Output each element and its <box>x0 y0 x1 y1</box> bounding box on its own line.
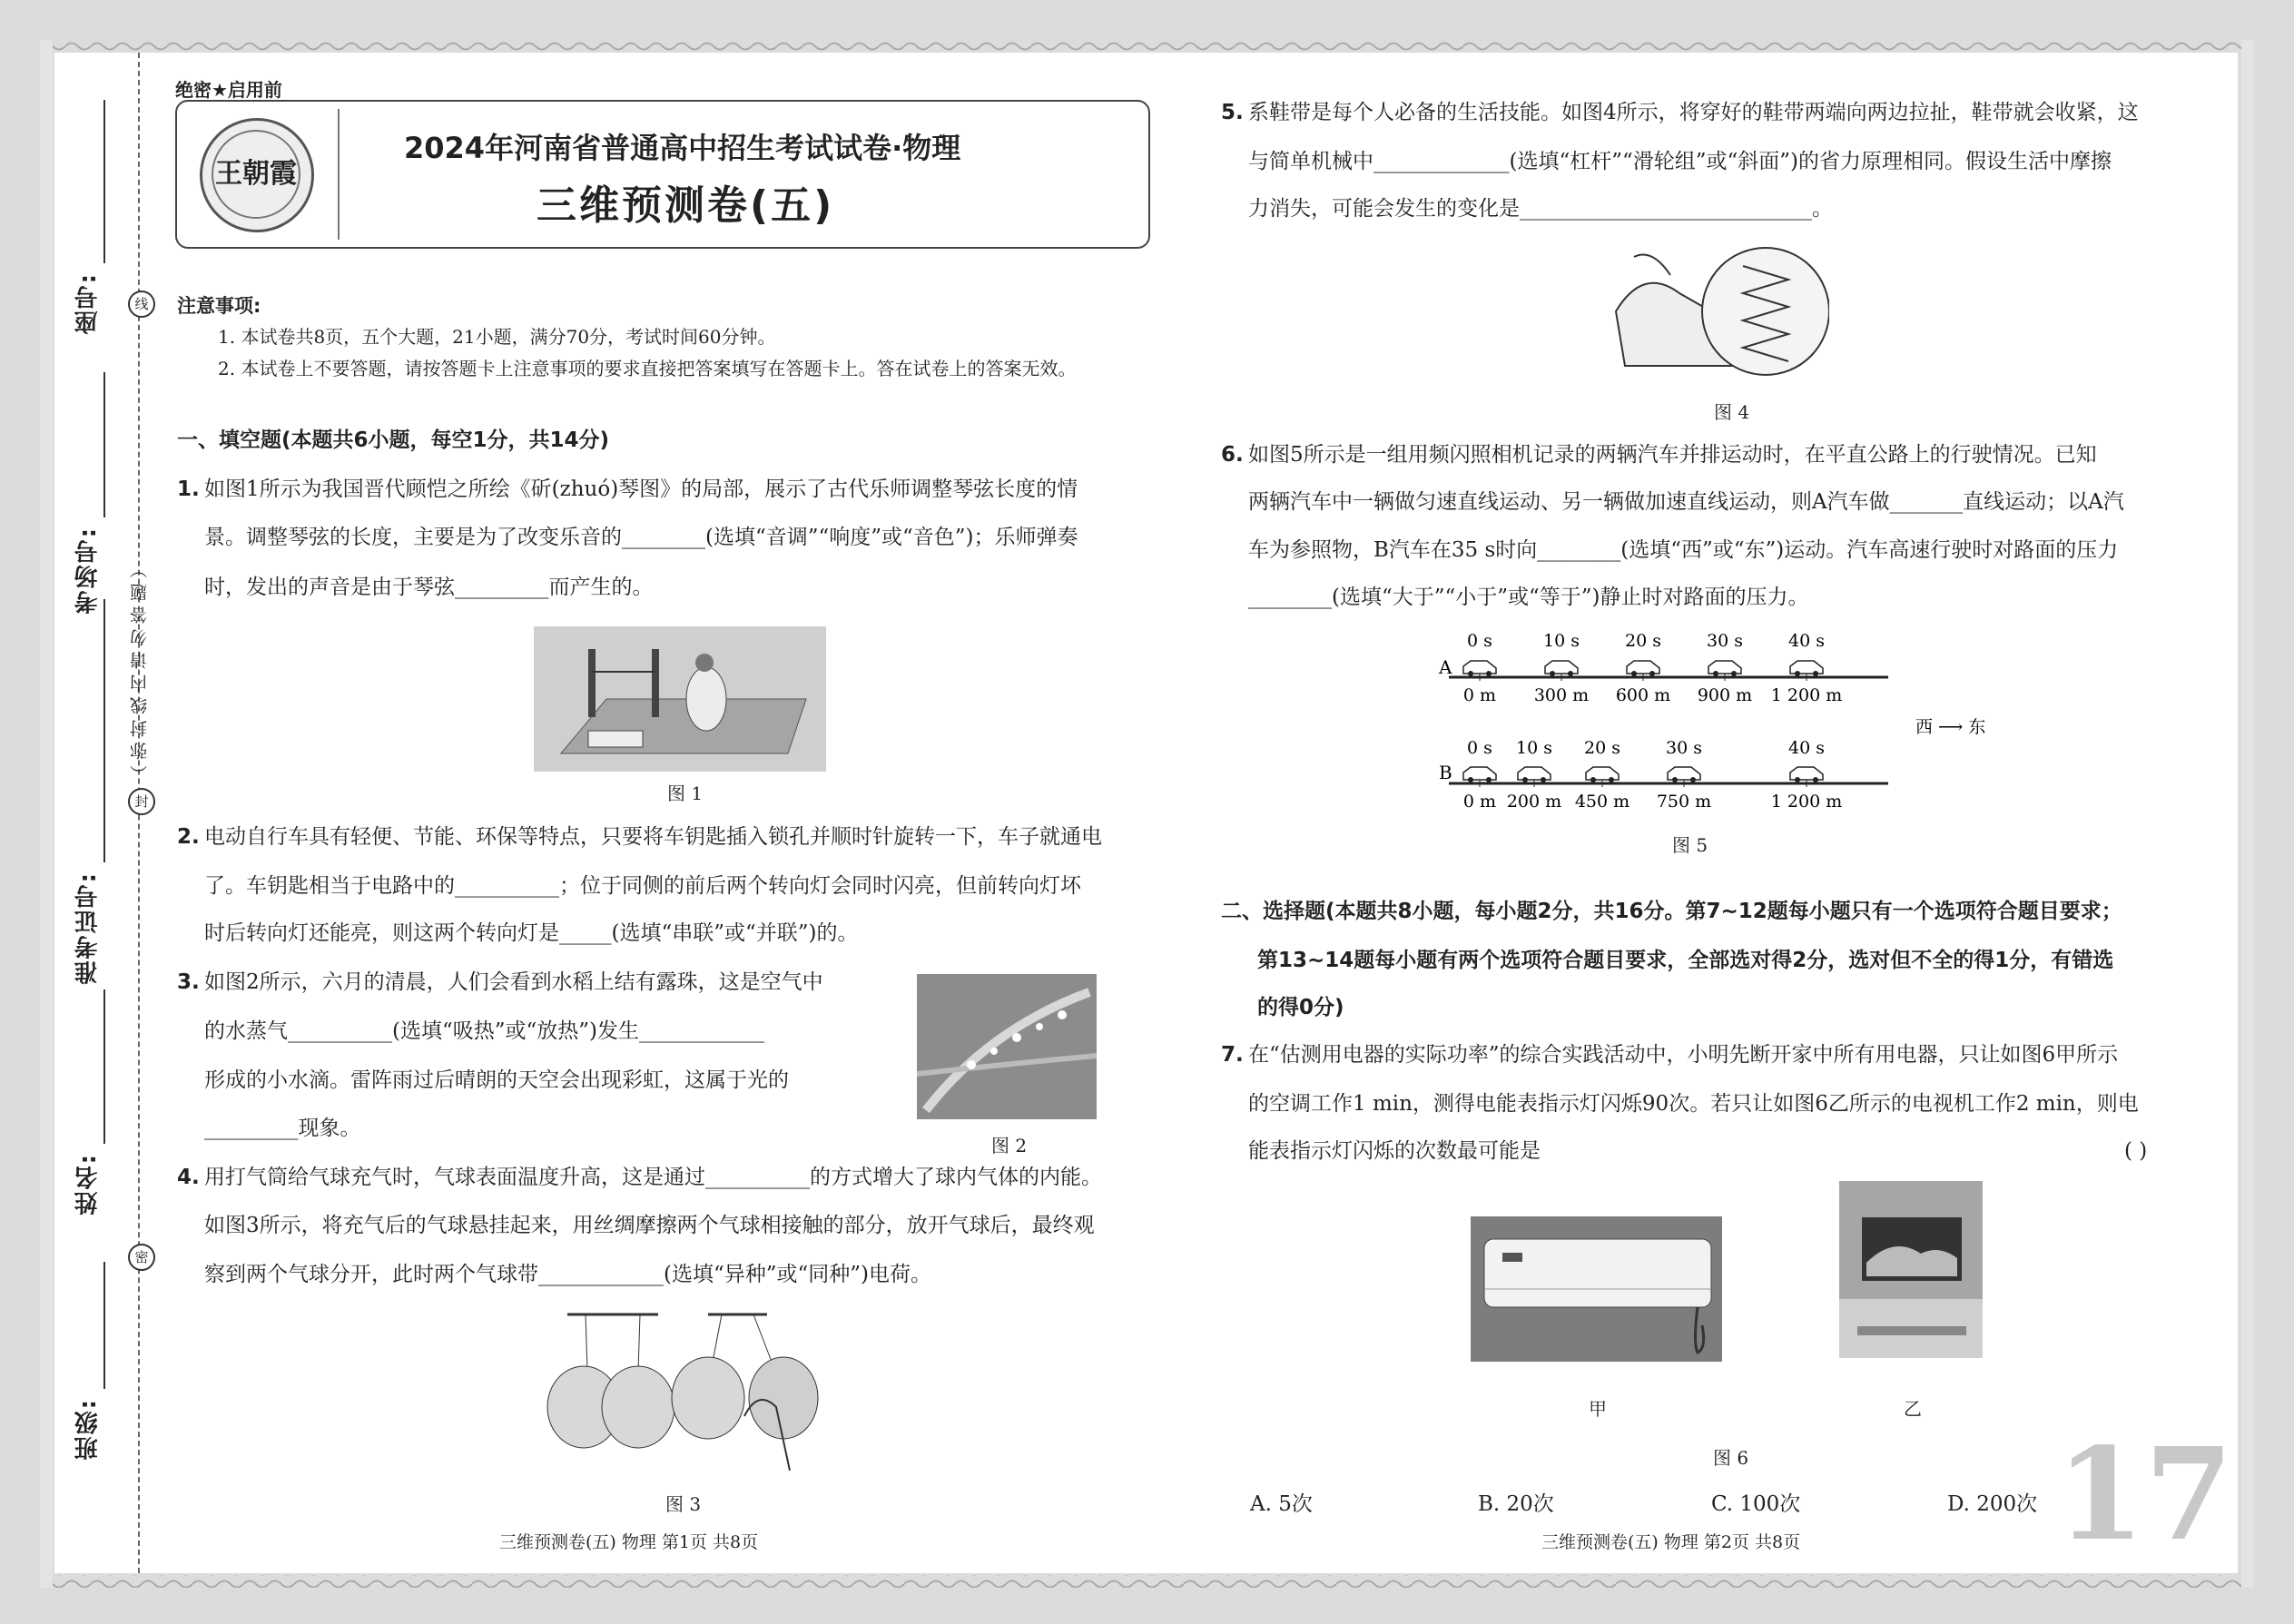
car-a-distance-label-1: 300 m <box>1533 685 1590 705</box>
car-a-car-2-wheel-0 <box>1631 671 1637 676</box>
car-a-time-label-3: 30 s <box>1707 631 1743 651</box>
id-blank <box>103 599 105 862</box>
header-box <box>175 100 1150 249</box>
q7-option-c: C. 100次 <box>1711 1492 1801 1516</box>
car-a-distance-label-4: 1 200 m <box>1770 685 1843 705</box>
section2-line-2: 第13~14题每小题有两个选项符合题目要求，全部选对得2分，选对但不全的得1分，有错选 <box>1257 949 2114 972</box>
q7-line-3: 能表指示灯闪烁的次数最可能是 <box>1248 1139 1541 1163</box>
car-a-car-1-wheel-0 <box>1550 671 1555 676</box>
car-a-car-1 <box>1545 661 1578 674</box>
q1-number: 1. <box>177 477 200 501</box>
car-b-car-0-wheel-1 <box>1486 777 1492 782</box>
car-a-time-label-2: 20 s <box>1625 631 1661 651</box>
figure-6-caption: 图 6 <box>1713 1447 1749 1469</box>
header-divider <box>338 109 340 240</box>
figure-6-air-conditioner <box>1471 1216 1722 1362</box>
car-b-car-2-wheel-1 <box>1609 777 1614 782</box>
q5-line-1: 系鞋带是每个人必备的生活技能。如图4所示，将穿好的鞋带两端向两边拉扯，鞋带就会收紧，这 <box>1248 101 2139 124</box>
footer-left: 三维预测卷(五) 物理 第1页 共8页 <box>499 1532 759 1552</box>
q3-line-4: _________现象。 <box>204 1117 361 1140</box>
q6-line-4: ________(选填“大于”“小于”或“等于”)静止时对路面的压力。 <box>1248 586 1809 609</box>
car-a-marks <box>1463 631 1842 705</box>
car-b-time-label-3: 30 s <box>1666 738 1702 758</box>
name-blank <box>103 989 105 1144</box>
q7-answer-paren: ( ) <box>2124 1139 2148 1163</box>
seal-note: （弥封线内请勿答题） <box>130 556 150 782</box>
car-a-car-4-wheel-0 <box>1795 671 1800 676</box>
section1-heading: 一、填空题(本题共6小题，每空1分，共14分) <box>177 428 610 452</box>
q7-option-b: B. 20次 <box>1478 1492 1554 1516</box>
car-a-label: A <box>1439 656 1452 678</box>
car-b-car-4-wheel-0 <box>1795 777 1800 782</box>
dense-mark: 密 <box>128 1244 155 1271</box>
car-a-car-2-wheel-1 <box>1649 671 1655 676</box>
car-b-car-1 <box>1518 767 1551 780</box>
figure-3-balloons <box>531 1307 849 1475</box>
car-a-car-1-wheel-1 <box>1568 671 1573 676</box>
seat-blank <box>103 100 105 263</box>
car-b-distance-label-1: 200 m <box>1506 792 1562 812</box>
car-b-time-label-0: 0 s <box>1467 738 1492 758</box>
figure-3-caption: 图 3 <box>665 1493 702 1515</box>
q5-number: 5. <box>1221 101 1244 124</box>
line-mark: 线 <box>128 290 155 318</box>
q5-line-3: 力消失，可能会发生的变化是____________________________。 <box>1248 197 1833 221</box>
car-b-car-2-wheel-0 <box>1590 777 1596 782</box>
car-a-car-4-wheel-1 <box>1813 671 1818 676</box>
q7-option-a: A. 5次 <box>1250 1492 1313 1516</box>
car-b-time-label-2: 20 s <box>1584 738 1620 758</box>
car-b-car-1-wheel-0 <box>1522 777 1528 782</box>
car-b-distance-label-2: 450 m <box>1574 792 1630 812</box>
q2-number: 2. <box>177 825 200 849</box>
car-a-time-label-0: 0 s <box>1467 631 1492 651</box>
car-b-label: B <box>1439 762 1452 783</box>
car-b-car-3-wheel-0 <box>1672 777 1678 782</box>
car-a-car-3-wheel-0 <box>1713 671 1718 676</box>
seal-mark: 封 <box>128 788 155 815</box>
notice-line-1: 1. 本试卷共8页，五个大题，21小题，满分70分，考试时间60分钟。 <box>218 326 776 348</box>
figure-2-caption: 图 2 <box>991 1135 1028 1156</box>
figure-5-strobe-diagram <box>1434 626 2015 817</box>
car-b-car-2 <box>1586 767 1619 780</box>
car-a-time-label-1: 10 s <box>1543 631 1580 651</box>
figure-6-caption-a: 甲 <box>1589 1398 1607 1420</box>
car-b-car-3 <box>1668 767 1700 780</box>
q7-number: 7. <box>1221 1043 1244 1067</box>
figure-4-shoe <box>1607 239 1829 389</box>
car-a-car-2 <box>1627 661 1659 674</box>
publisher-logo <box>200 118 314 232</box>
q6-line-2: 两辆汽车中一辆做匀速直线运动、另一辆做加速直线运动，则A汽车做_______直线运动；以A汽 <box>1248 490 2124 514</box>
figure-1-painting <box>534 626 826 772</box>
car-b-marks <box>1463 738 1842 812</box>
q4-line-1: 用打气筒给气球充气时，气球表面温度升高，这是通过__________的方式增大了球内气体的内能。 <box>204 1166 1102 1189</box>
q1-line-3: 时，发出的声音是由于琴弦_________而产生的。 <box>204 576 654 599</box>
figure-2-dew-photo <box>917 974 1097 1119</box>
id-label: 准考证号: <box>74 871 102 985</box>
section2-line-1: 二、选择题(本题共8小题，每小题2分，共16分。第7~12题每小题只有一个选项符合题目要求； <box>1221 900 2122 923</box>
secret-label: 绝密★启用前 <box>175 79 282 101</box>
q4-line-3: 察到两个气球分开，此时两个气球带____________(选填“异种”或“同种”)电荷。 <box>204 1263 931 1286</box>
q7-option-d: D. 200次 <box>1947 1492 2038 1516</box>
car-b-car-4-wheel-1 <box>1813 777 1818 782</box>
q4-number: 4. <box>177 1166 200 1189</box>
footer-right: 三维预测卷(五) 物理 第2页 共8页 <box>1541 1532 1801 1552</box>
car-a-car-0-wheel-0 <box>1468 671 1473 676</box>
q1-line-1: 如图1所示为我国晋代顾恺之所绘《斫(zhuó)琴图》的局部，展示了古代乐师调整琴弦长度的情 <box>204 477 1078 501</box>
car-b-car-4 <box>1790 767 1823 780</box>
car-a-car-0 <box>1463 661 1496 674</box>
car-b-car-3-wheel-1 <box>1690 777 1696 782</box>
q3-line-2: 的水蒸气__________(选填“吸热”或“放热”)发生____________ <box>204 1019 764 1043</box>
q3-line-1: 如图2所示，六月的清晨，人们会看到水稻上结有露珠，这是空气中 <box>204 970 823 994</box>
q2-line-3: 时后转向灯还能亮，则这两个转向灯是_____(选填“串联”或“并联”)的。 <box>204 921 859 945</box>
figure-5-caption: 图 5 <box>1672 834 1708 856</box>
page-number-watermark: 17 <box>2056 1421 2233 1570</box>
car-b-time-label-4: 40 s <box>1788 738 1825 758</box>
car-a-car-4 <box>1790 661 1823 674</box>
car-b-distance-label-0: 0 m <box>1462 792 1497 812</box>
car-a-car-0-wheel-1 <box>1486 671 1492 676</box>
q6-number: 6. <box>1221 443 1244 467</box>
q2-line-2: 了。车钥匙相当于电路中的__________；位于同侧的前后两个转向灯会同时闪亮，但前转向灯坏 <box>204 874 1081 898</box>
notice-line-2: 2. 本试卷上不要答题，请按答题卡上注意事项的要求直接把答案填写在答题卡上。答在试卷上的答案无效。 <box>218 358 1077 379</box>
car-b-car-0 <box>1463 767 1496 780</box>
class-blank <box>103 1262 105 1389</box>
figure-6-television <box>1839 1181 1983 1358</box>
name-label: 姓名: <box>74 1153 102 1216</box>
q7-line-2: 的空调工作1 min，测得电能表指示灯闪烁90次。若只让如图6乙所示的电视机工作2 min，则电 <box>1248 1092 2139 1116</box>
q6-line-1: 如图5所示是一组用频闪照相机记录的两辆汽车并排运动时，在平直公路上的行驶情况。已知 <box>1248 443 2097 467</box>
car-a-distance-label-0: 0 m <box>1462 685 1497 705</box>
car-a-car-3 <box>1708 661 1741 674</box>
exam-title: 2024年河南省普通高中招生考试试卷·物理 <box>404 131 961 165</box>
figure-6-caption-b: 乙 <box>1904 1398 1922 1420</box>
direction-west-east: 西 ⟶ 东 <box>1915 717 1986 737</box>
class-label: 班级: <box>74 1398 102 1461</box>
car-a-car-3-wheel-1 <box>1731 671 1737 676</box>
exam-subtitle: 三维预测卷(五) <box>537 182 835 229</box>
q2-line-1: 电动自行车具有轻便、节能、环保等特点，只要将车钥匙插入锁孔并顺时针旋转一下，车子就通电 <box>204 825 1102 849</box>
section2-line-3: 的得0分) <box>1257 996 1344 1019</box>
car-b-time-label-1: 10 s <box>1516 738 1552 758</box>
q7-line-1: 在“估测用电器的实际功率”的综合实践活动中，小明先断开家中所有用电器，只让如图6甲所示 <box>1248 1043 2119 1067</box>
q1-line-2: 景。调整琴弦的长度，主要是为了改变乐音的________(选填“音调”“响度”或“音色”)；乐师弹奏 <box>204 526 1078 549</box>
q4-line-2: 如图3所示，将充气后的气球悬挂起来，用丝绸摩擦两个气球相接触的部分，放开气球后，最终观 <box>204 1214 1095 1237</box>
notice-heading: 注意事项: <box>177 295 261 317</box>
logo-text: 王朝霞 <box>212 130 300 219</box>
q3-number: 3. <box>177 970 200 994</box>
q3-line-3: 形成的小水滴。雷阵雨过后晴朗的天空会出现彩虹，这属于光的 <box>204 1068 789 1092</box>
car-b-distance-label-3: 750 m <box>1656 792 1712 812</box>
car-a-distance-label-3: 900 m <box>1697 685 1753 705</box>
room-label: 考场号: <box>74 527 102 615</box>
seat-label: 座号: <box>74 272 102 335</box>
q5-line-2: 与简单机械中_____________(选填“杠杆”“滑轮组”或“斜面”)的省力原理相同。假设生活中摩擦 <box>1248 150 2112 173</box>
car-a-distance-label-2: 600 m <box>1615 685 1671 705</box>
car-b-car-1-wheel-1 <box>1541 777 1546 782</box>
car-b-car-0-wheel-0 <box>1468 777 1473 782</box>
room-blank <box>103 372 105 517</box>
figure-4-caption: 图 4 <box>1714 401 1750 423</box>
car-a-time-label-4: 40 s <box>1788 631 1825 651</box>
figure-1-caption: 图 1 <box>667 782 704 804</box>
car-b-distance-label-4: 1 200 m <box>1770 792 1843 812</box>
q6-line-3: 车为参照物，B汽车在35 s时向________(选填“西”或“东”)运动。汽车高速行驶时对路面的压力 <box>1248 538 2119 562</box>
